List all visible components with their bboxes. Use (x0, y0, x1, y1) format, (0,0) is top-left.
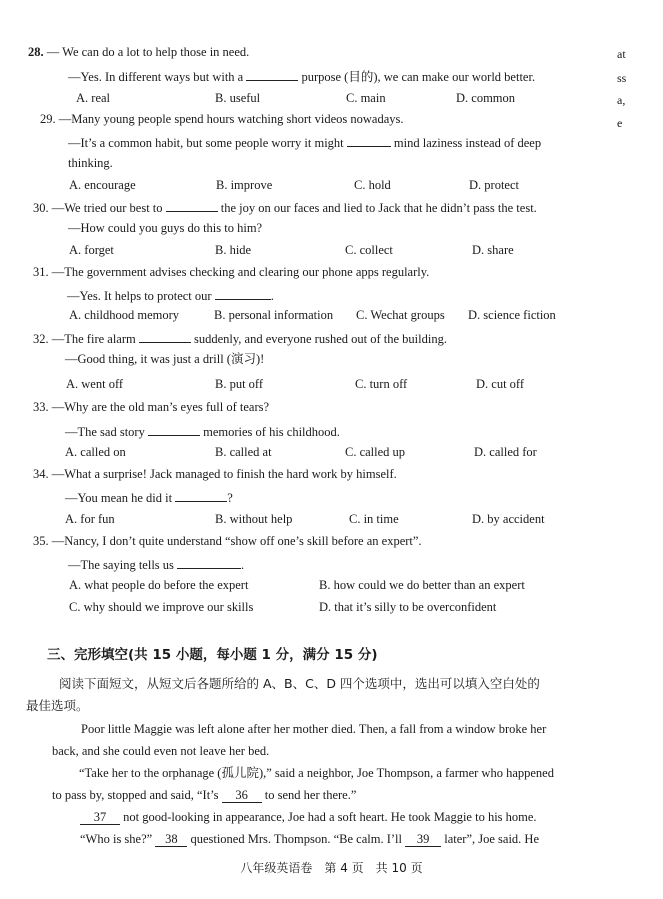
option-b[interactable]: B. personal information (214, 308, 334, 322)
option-b[interactable]: B. how could we do better than an expert (319, 578, 525, 592)
option-a[interactable]: A. real (76, 91, 111, 105)
option-c[interactable]: C. collect (345, 243, 393, 257)
question-31-line-1 (33, 266, 429, 279)
section-heading: 三、完形填空(共 15 小题，每小题 1 分，满分 15 分) (47, 647, 378, 663)
option-d[interactable]: D. science fiction (468, 308, 556, 322)
answer-blank[interactable] (246, 69, 298, 81)
question-text: . (241, 558, 245, 572)
question-32-line-1 (33, 331, 447, 346)
question-text: —Yes. It helps to protect our (67, 289, 212, 303)
question-text: —Good thing, it was just a drill (演习)! (65, 352, 265, 366)
option-d[interactable]: D. cut off (476, 377, 525, 391)
question-28-line-1 (28, 46, 249, 59)
answer-blank[interactable] (148, 424, 200, 436)
question-30-line-1 (33, 200, 537, 215)
passage-text: to send her there.” (264, 788, 357, 802)
option-a[interactable]: A. went off (66, 377, 124, 391)
question-number: 31. (33, 265, 49, 279)
option-a[interactable]: A. childhood memory (69, 308, 180, 322)
question-text: —It’s a common habit, but some people worry it might (68, 136, 344, 150)
passage-line: Poor little Maggie was left alone after her mother died. Then, a fall from a window broke her (81, 722, 547, 736)
answer-blank[interactable] (166, 200, 218, 212)
cloze-blank-37[interactable]: 37 (80, 811, 120, 825)
question-text: —Why are the old man’s eyes full of tears? (51, 400, 270, 414)
option-b[interactable]: B. called at (215, 445, 272, 459)
question-text: —The sad story (65, 425, 145, 439)
question-text: —The fire alarm (51, 332, 136, 346)
cloze-blank-39[interactable]: 39 (405, 833, 441, 847)
passage-line: back, and she could even not leave her bed. (52, 744, 270, 758)
option-d[interactable]: D. that it’s silly to be overconfident (319, 600, 497, 614)
question-28-line-2 (68, 69, 535, 84)
option-d[interactable]: D. by accident (472, 512, 545, 526)
option-c[interactable]: C. called up (345, 445, 406, 459)
option-b[interactable]: B. improve (216, 178, 273, 192)
passage-line (80, 811, 537, 825)
question-text: —Nancy, I don’t quite understand “show off one’s skill before an expert”. (51, 534, 422, 548)
question-33-line-2 (65, 424, 340, 439)
question-text: —The government advises checking and clearing our phone apps regularly. (51, 265, 430, 279)
question-34-line-1 (33, 468, 397, 481)
option-b[interactable]: B. hide (215, 243, 252, 257)
option-a[interactable]: A. encourage (69, 178, 136, 192)
option-c[interactable]: C. why should we improve our skills (69, 600, 254, 614)
question-31-line-2 (67, 288, 274, 303)
question-text: —You mean he did it (65, 491, 173, 505)
question-text: —What a surprise! Jack managed to finish the hard work by himself. (51, 467, 397, 481)
option-a[interactable]: A. forget (69, 243, 114, 257)
option-a[interactable]: A. for fun (65, 512, 115, 526)
question-text: thinking. (68, 156, 113, 170)
passage-text: “Who is she?” (80, 832, 153, 846)
question-text: suddenly, and everyone rushed out of the building. (193, 332, 447, 346)
section-instruction: 最佳选项。 (26, 698, 89, 713)
option-a[interactable]: A. called on (65, 445, 126, 459)
question-number: 32. (33, 332, 49, 346)
passage-line (52, 789, 356, 803)
option-d[interactable]: D. protect (469, 178, 519, 192)
edge-mark: e (617, 116, 623, 130)
question-35-line-2 (68, 557, 244, 572)
question-number: 28. (28, 45, 44, 59)
question-29-line-2 (68, 135, 541, 150)
question-number: 35. (33, 534, 49, 548)
passage-text: questioned Mrs. Thompson. “Be calm. I’ll (190, 832, 402, 846)
cloze-blank-36[interactable]: 36 (222, 789, 262, 803)
question-text: the joy on our faces and lied to Jack that he didn’t pass the test. (220, 201, 537, 215)
option-c[interactable]: C. main (346, 91, 386, 105)
option-c[interactable]: C. Wechat groups (356, 308, 445, 322)
page-footer: 八年级英语卷 第 4 页 共 10 页 (240, 861, 423, 875)
passage-text: to pass by, stopped and said, “It’s (52, 788, 219, 802)
option-a[interactable]: A. what people do before the expert (69, 578, 249, 592)
option-b[interactable]: B. without help (215, 512, 293, 526)
answer-blank[interactable] (139, 331, 191, 343)
question-33-line-1 (33, 401, 269, 414)
question-text: —We tried our best to (51, 201, 163, 215)
question-text: memories of his childhood. (203, 425, 340, 439)
passage-text: not good-looking in appearance, Joe had a soft heart. He took Maggie to his home. (123, 810, 537, 824)
option-c[interactable]: C. hold (354, 178, 391, 192)
question-text: . (270, 289, 274, 303)
question-text: —How could you guys do this to him? (68, 221, 263, 235)
edge-mark: ss (617, 71, 627, 85)
passage-line (80, 833, 539, 847)
question-number: 29. (40, 112, 56, 126)
answer-blank[interactable] (215, 288, 271, 300)
answer-blank[interactable] (175, 490, 227, 502)
question-35-line-1 (33, 535, 422, 548)
option-c[interactable]: C. in time (349, 512, 399, 526)
question-29-line-1 (40, 113, 404, 126)
option-d[interactable]: D. called for (474, 445, 537, 459)
passage-text: later”, Joe said. He (444, 832, 540, 846)
answer-blank[interactable] (177, 557, 241, 569)
option-b[interactable]: B. useful (215, 91, 261, 105)
edge-mark: a, (617, 93, 626, 107)
question-text: ? (227, 491, 233, 505)
question-number: 34. (33, 467, 49, 481)
question-text: —Many young people spend hours watching short videos nowadays. (58, 112, 404, 126)
question-number: 30. (33, 201, 49, 215)
option-b[interactable]: B. put off (215, 377, 264, 391)
answer-blank[interactable] (347, 135, 391, 147)
question-34-line-2 (65, 490, 233, 505)
option-d[interactable]: D. share (472, 243, 514, 257)
question-number: 33. (33, 400, 49, 414)
section-instruction: 阅读下面短文，从短文后各题所给的 A、B、C、D 四个选项中，选出可以填入空白处的 (59, 676, 540, 691)
option-c[interactable]: C. turn off (355, 377, 408, 391)
question-text: —Yes. In different ways but with a (68, 70, 244, 84)
question-text: — We can do a lot to help those in need. (46, 45, 250, 59)
edge-mark: at (617, 47, 626, 61)
question-text: —The saying tells us (68, 558, 174, 572)
question-text: purpose (目的), we can make our world better. (301, 70, 536, 84)
cloze-blank-38[interactable]: 38 (155, 833, 187, 847)
question-text: mind laziness instead of deep (393, 136, 542, 150)
passage-line: “Take her to the orphanage (孤儿院),” said a neighbor, Joe Thompson, a farmer who happened (79, 766, 554, 780)
option-d[interactable]: D. common (456, 91, 516, 105)
